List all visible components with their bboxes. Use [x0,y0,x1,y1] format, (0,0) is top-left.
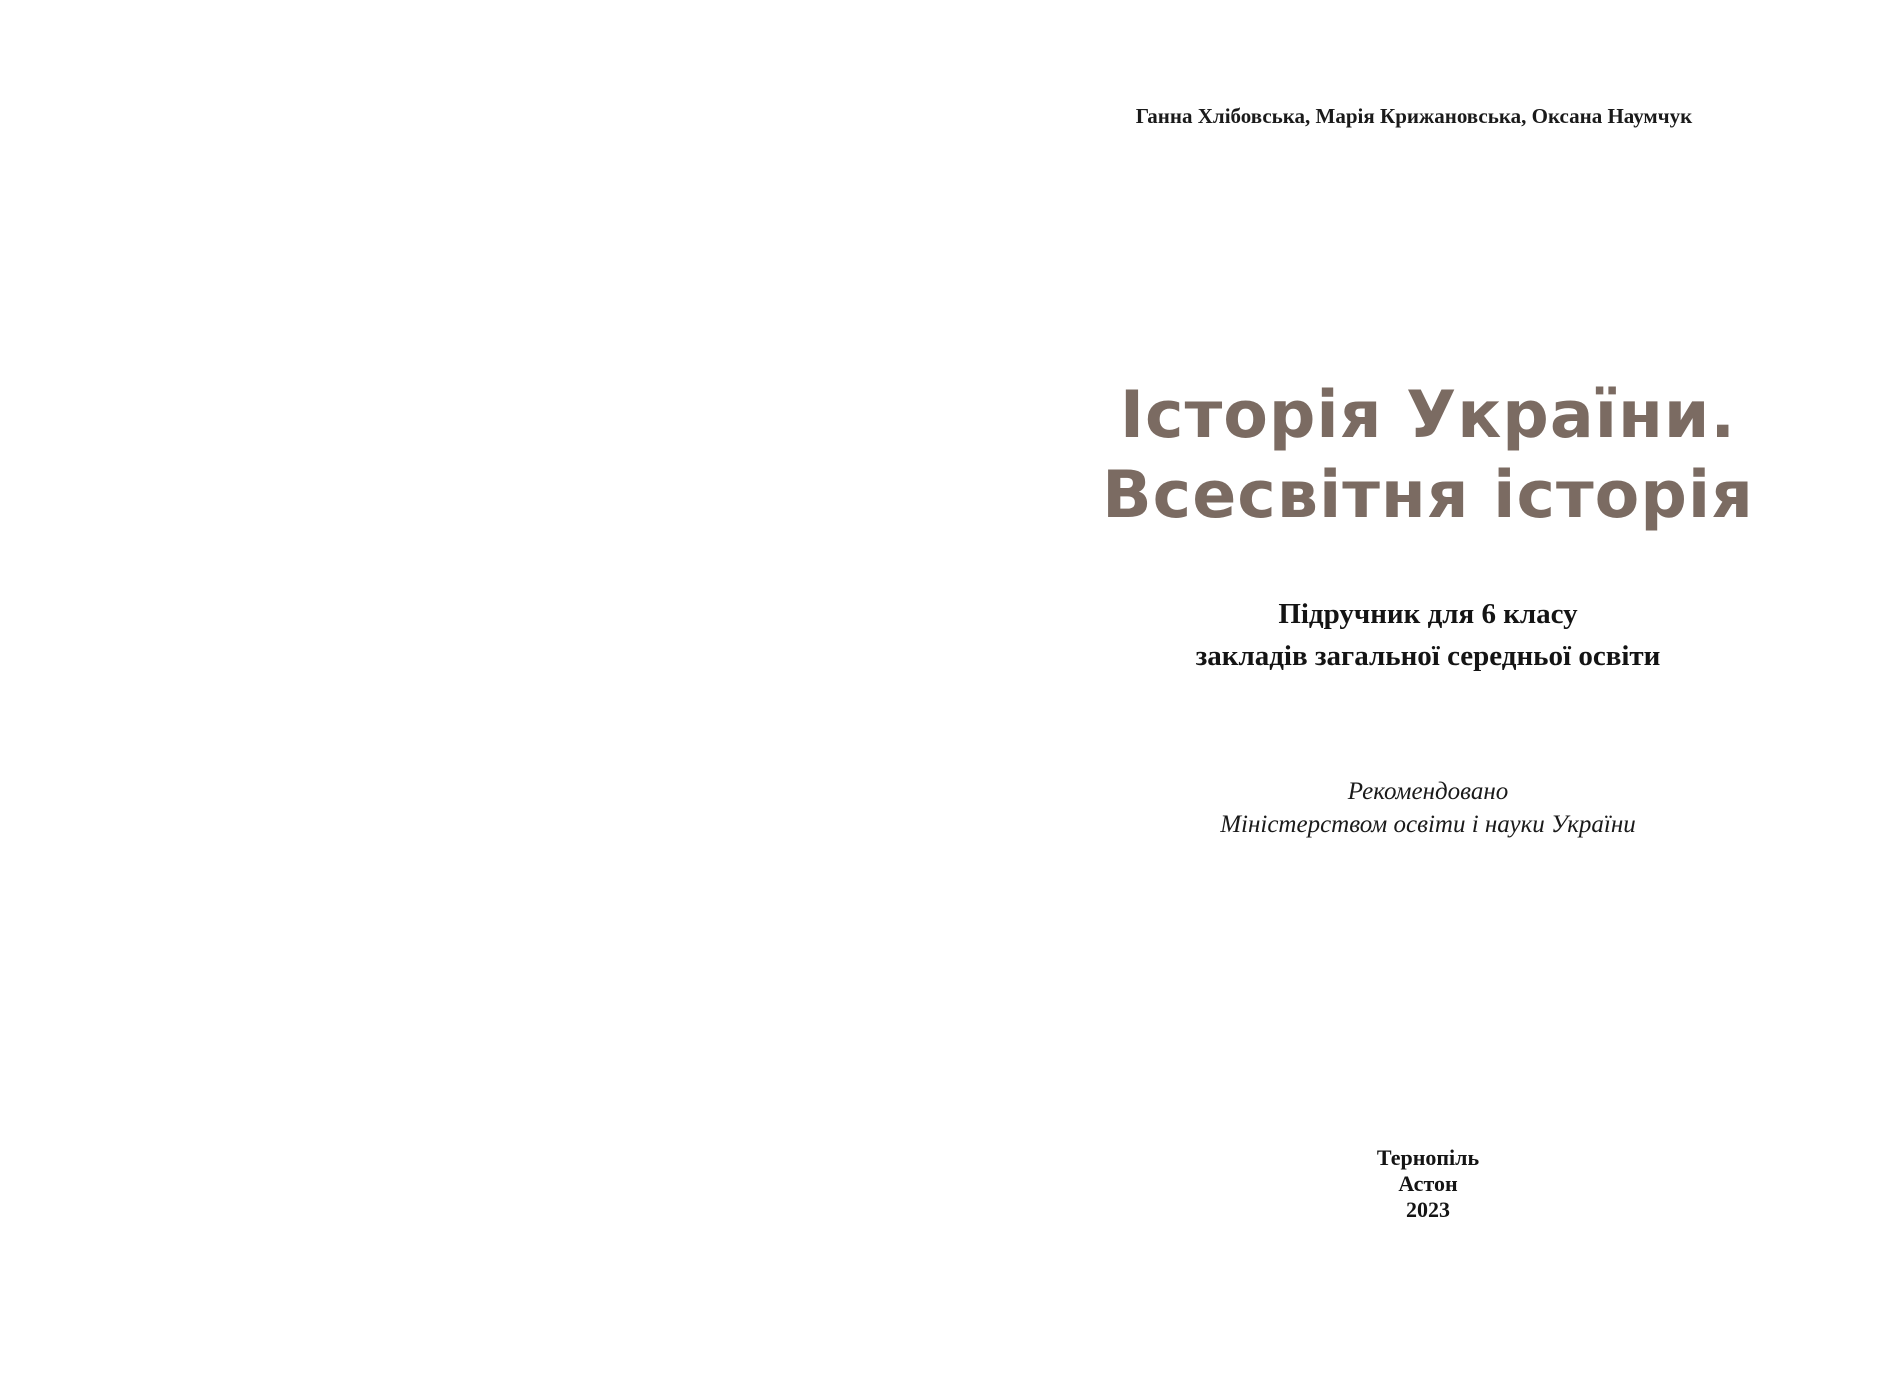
book-title-line-2: Всесвітня історія [1102,458,1754,533]
book-title [952,376,1904,536]
authors-line: Ганна Хлібовська, Марія Крижановська, Оксана Наумчук [1135,104,1693,128]
imprint [952,1145,1904,1223]
book-subtitle-line-1: Підручник для 6 класу [1278,598,1578,630]
recommendation-line-2: Міністерством освіти і науки України [1220,811,1636,838]
recommendation-line-1: Рекомендовано [1347,778,1509,805]
title-page [952,0,1904,1400]
imprint-city: Тернопіль [1376,1145,1480,1170]
recommendation-note [952,775,1904,841]
book-subtitle [952,593,1904,677]
imprint-publisher: Астон [1398,1171,1458,1196]
imprint-year: 2023 [1406,1197,1450,1222]
book-title-line-1: Історія України. [1119,378,1737,453]
book-subtitle-line-2: закладів загальної середньої освіти [1195,640,1661,672]
